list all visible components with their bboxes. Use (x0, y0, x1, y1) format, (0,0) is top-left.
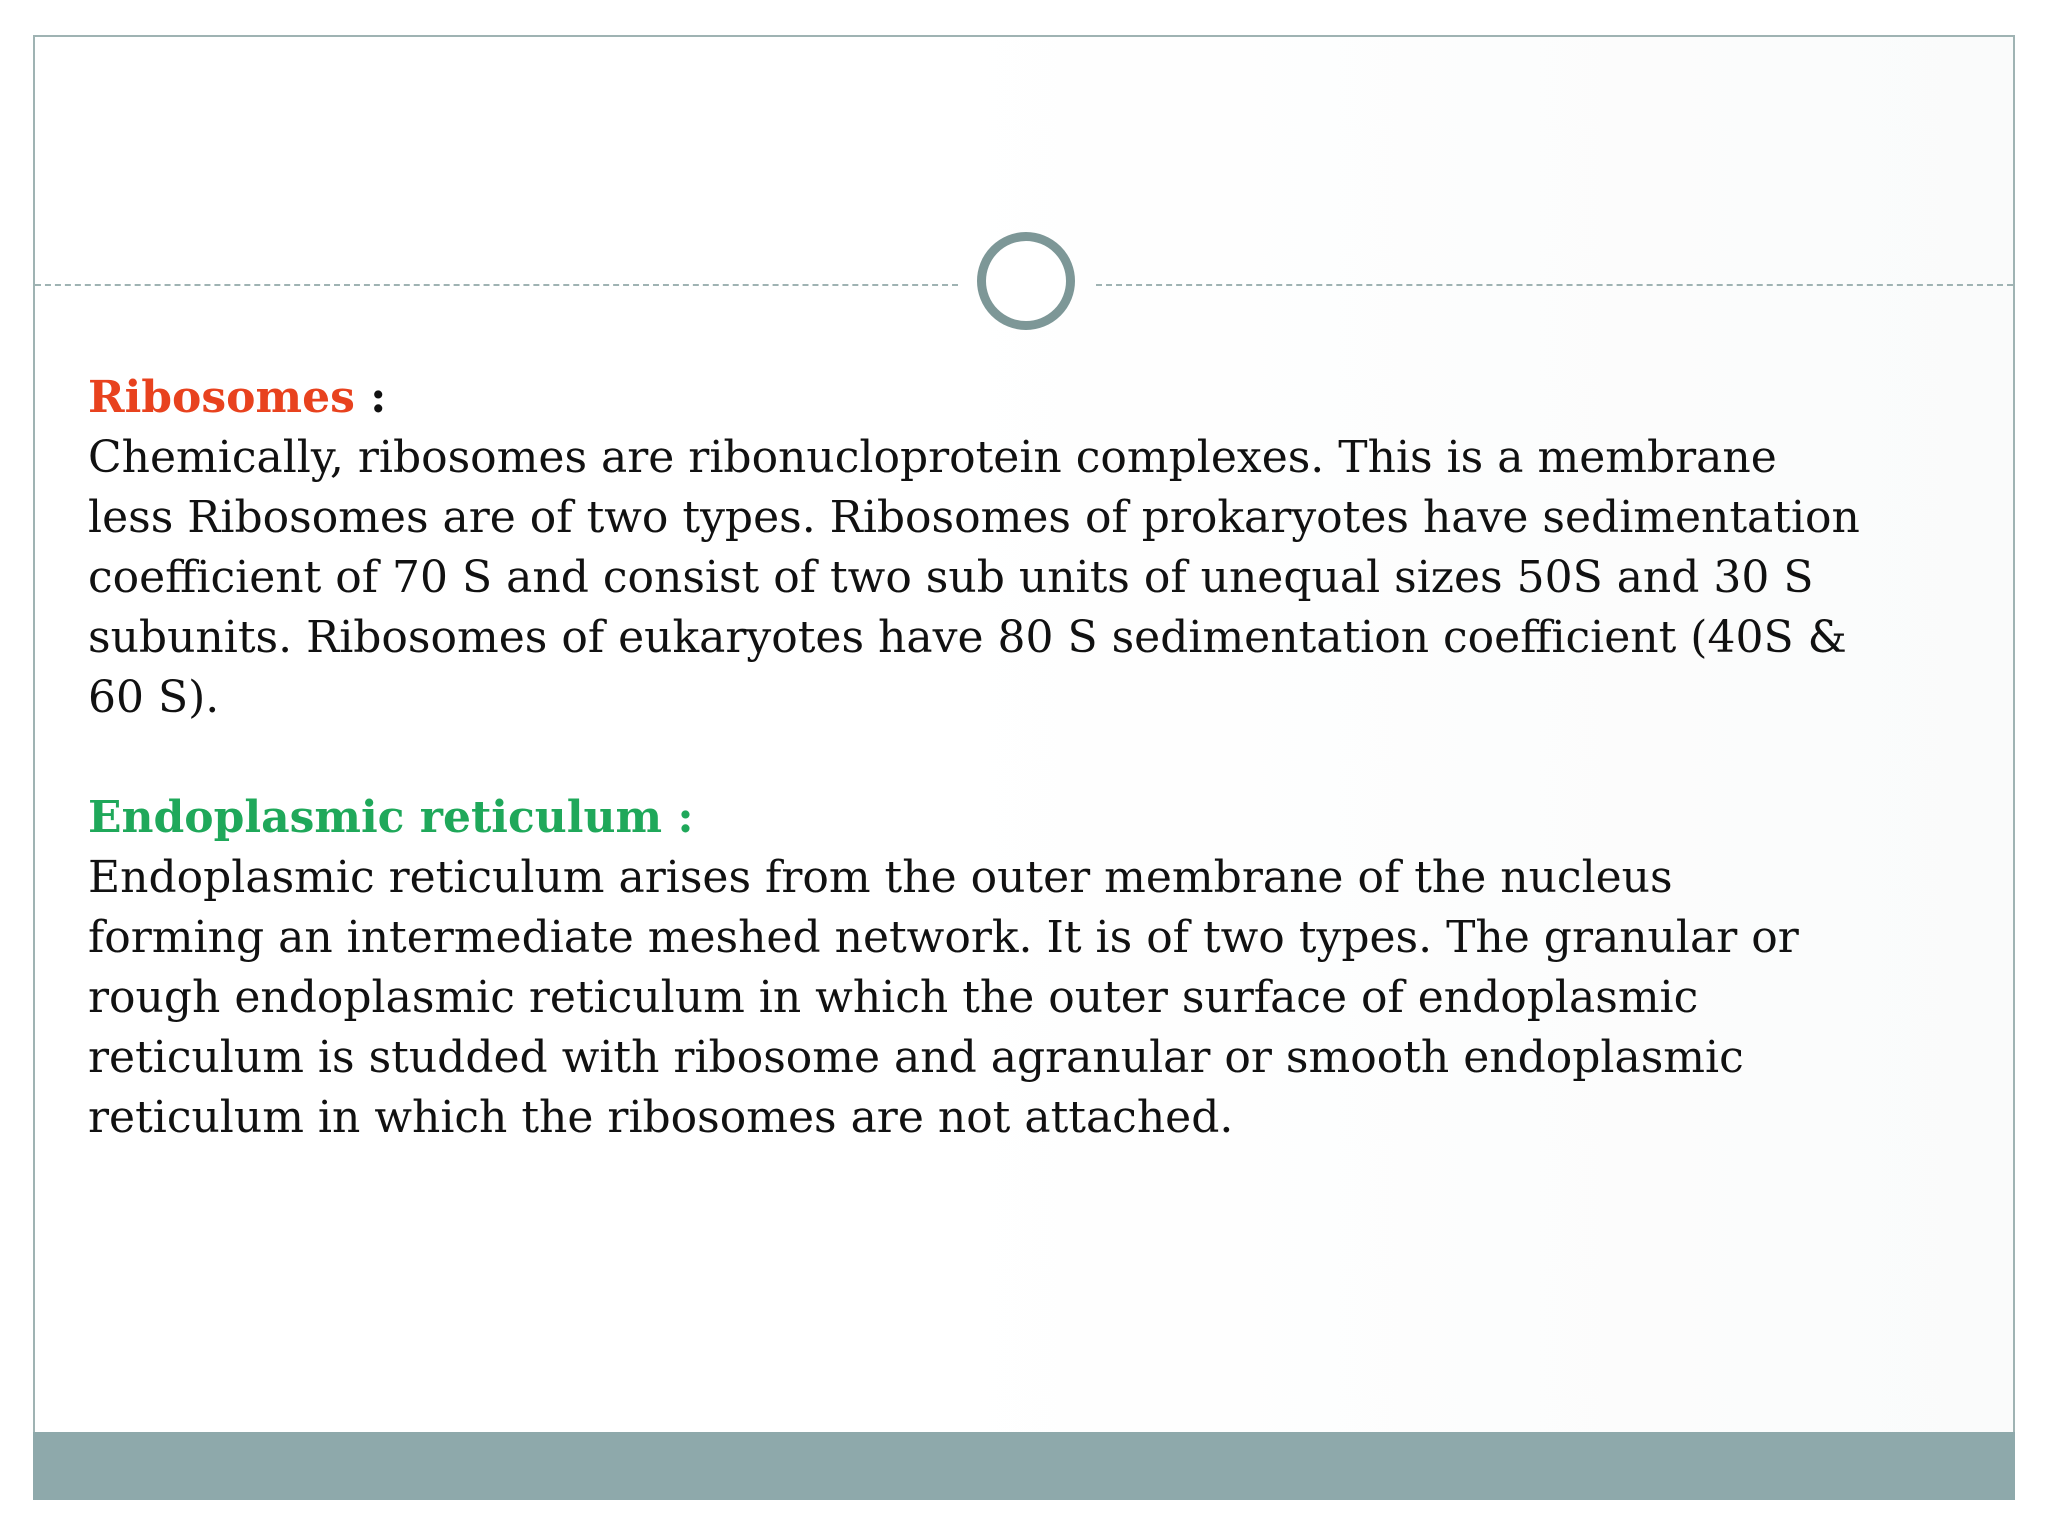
body-line: less Ribosomes are of two types. Ribosomes of prokaryotes have sedimentation (88, 492, 1860, 543)
body-line: Chemically, ribosomes are ribonucloprotein complexes. This is a membrane (88, 432, 1777, 483)
ring-ornament (977, 232, 1075, 330)
section-body-ribosomes (88, 428, 1948, 728)
body-line: coefficient of 70 S and consist of two sub units of unequal sizes 50S and 30 S (88, 552, 1814, 603)
section-spacer (88, 728, 1948, 788)
slide-content (88, 368, 1948, 1148)
body-line: reticulum in which the ribosomes are not attached. (88, 1092, 1234, 1143)
body-line: forming an intermediate meshed network. It is of two types. The granular or (88, 912, 1799, 963)
body-line: 60 S). (88, 672, 220, 723)
body-line: rough endoplasmic reticulum in which the outer surface of endoplasmic (88, 972, 1699, 1023)
section-body-endoplasmic-reticulum (88, 848, 1948, 1148)
body-line: subunits. Ribosomes of eukaryotes have 80 S sedimentation coefficient (40S & (88, 612, 1847, 663)
section-heading-endoplasmic-reticulum: Endoplasmic reticulum : (88, 792, 694, 843)
heading-text: Ribosomes (88, 372, 355, 423)
footer-bar (33, 1432, 2015, 1500)
body-line: Endoplasmic reticulum arises from the outer membrane of the nucleus (88, 852, 1673, 903)
body-line: reticulum is studded with ribosome and agranular or smooth endoplasmic (88, 1032, 1744, 1083)
section-heading-ribosomes (88, 368, 1948, 428)
divider-line-right (1096, 284, 2013, 286)
heading-colon: : (354, 372, 387, 423)
divider-line-left (35, 284, 958, 286)
